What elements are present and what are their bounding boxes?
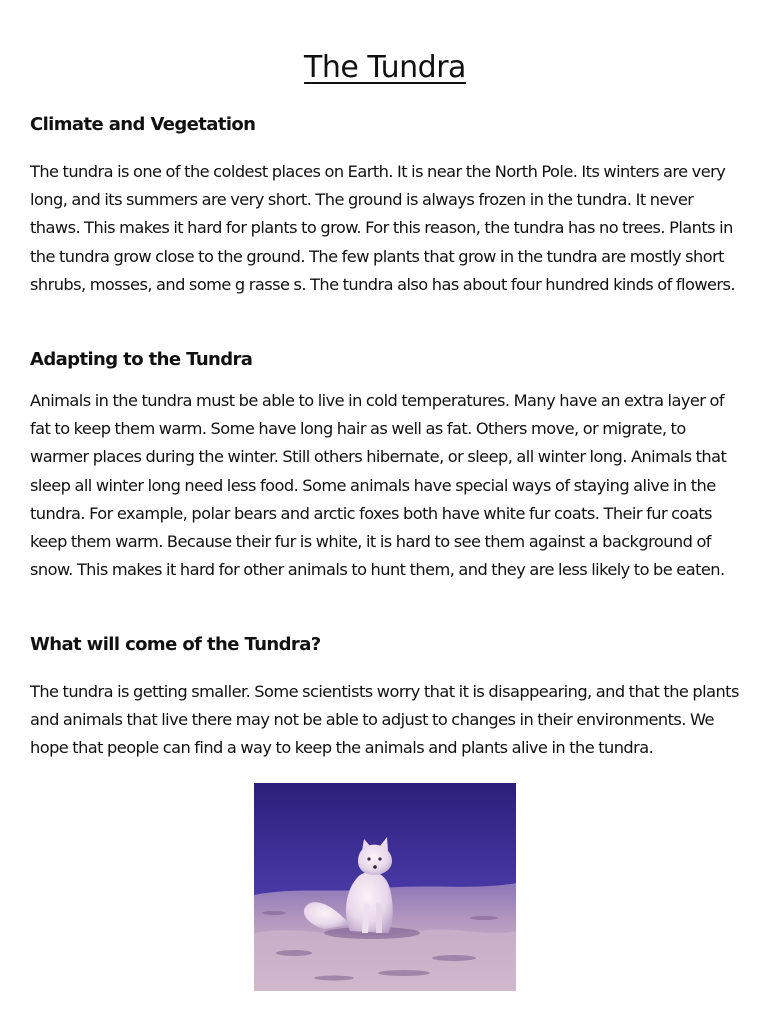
page-title: The Tundra (304, 50, 466, 85)
section-body-future: The tundra is getting smaller. Some scientists worry that it is disappearing, and that the plants and animals that live there may not be able to adjust to changes in their environments. We hope that people can find a way to keep the animals and plants alive in the tundra. (30, 682, 739, 758)
section-body-adapting: Animals in the tundra must be able to live in cold temperatures. Many have an extra layer of fat to keep them warm. Some have long hair as well as fat. Others move, or migrate, to warmer places during the winter. Still others hibernate, or sleep, all winter long. Animals that sleep all winter long need less food. Some animals have special ways of staying alive in the tundra. For example, polar bears and arctic foxes both have white fur coats. Their fur coats keep them warm. Because their fur is white, it is hard to see them against a background of snow. This makes it hard for other animals to hunt them, and they are less likely to be eaten. (30, 391, 727, 580)
section-heading-climate: Climate and Vegetation (30, 114, 256, 135)
section-body-climate: The tundra is one of the coldest places on Earth. It is near the North Pole. Its winters are very long, and its summers are very short. The ground is always frozen in the tundra. It never thaws. This makes it hard for plants to grow. For this reason, the tundra has no trees. Plants in the tundra grow close to the ground. The few plants that grow in the tundra are mostly short shrubs, mosses, and some g rasse s. The tundra also has about four hundred kinds of flowers. (30, 162, 736, 294)
arctic-fox-photo (254, 783, 516, 991)
section-heading-adapting: Adapting to the Tundra (30, 349, 253, 370)
arctic-fox-illustration (254, 783, 516, 991)
section-heading-future: What will come of the Tundra? (30, 634, 321, 655)
